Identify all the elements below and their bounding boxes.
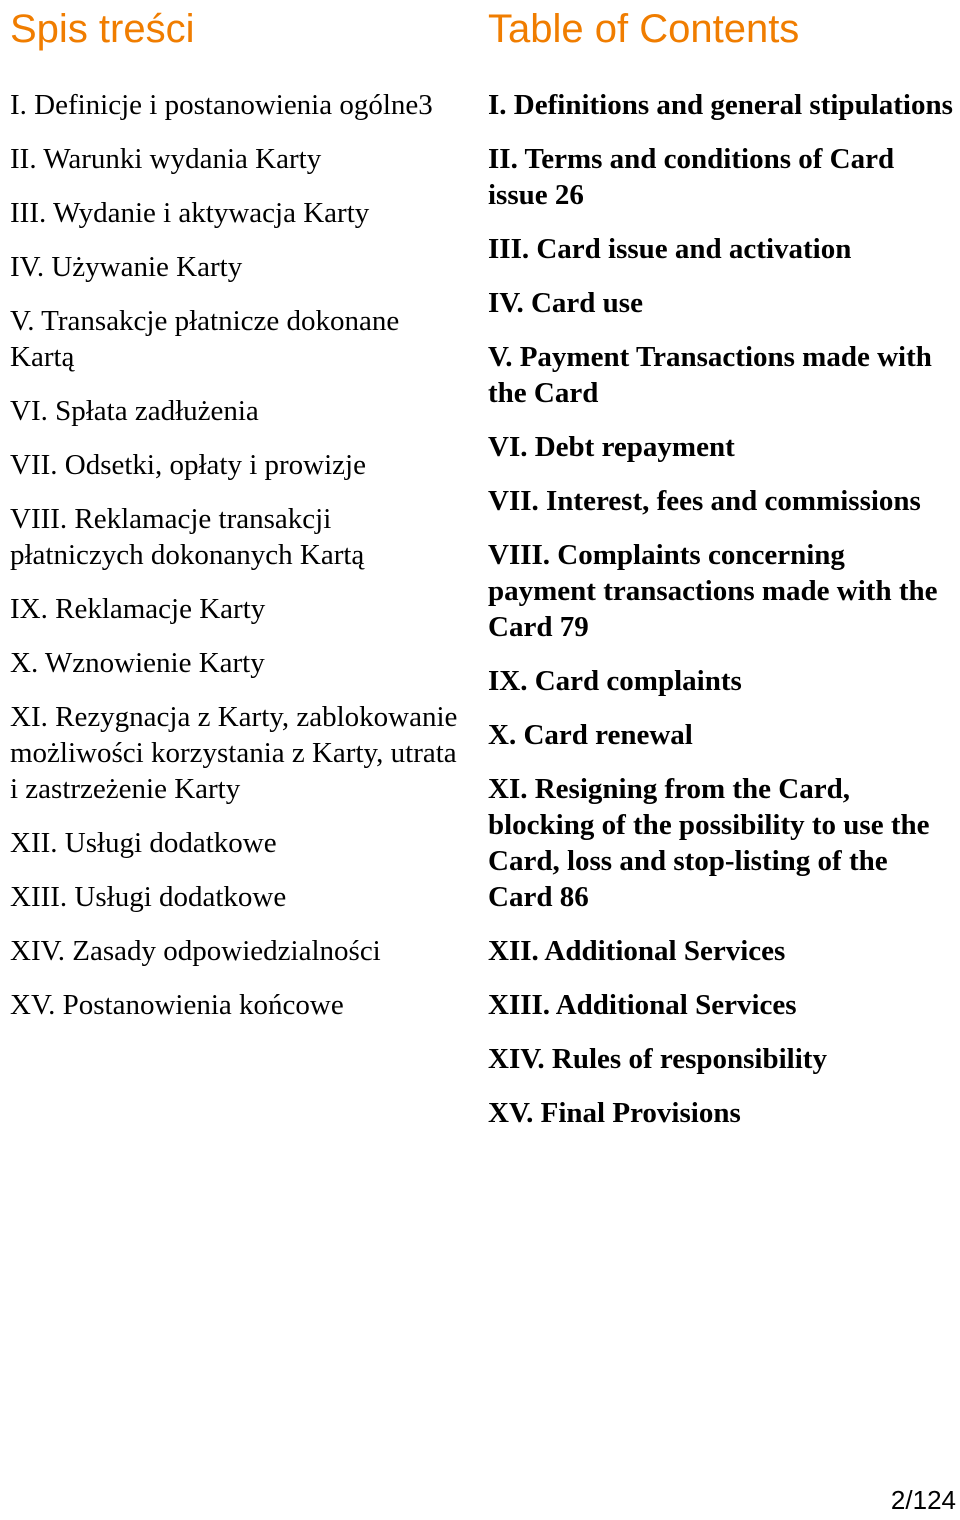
toc-polish-item: XV. Postanowienia końcowe: [10, 989, 344, 1021]
toc-polish-item: VIII. Reklamacje transakcji płatniczych dokonanych Kartą: [10, 503, 365, 571]
toc-english-item: XV. Final Provisions: [488, 1097, 741, 1129]
toc-polish-column: [10, 0, 460, 1041]
toc-english-item: VI. Debt repayment: [488, 431, 735, 463]
toc-english-list: [488, 87, 956, 1131]
toc-english-item: II. Terms and conditions of Card issue 26: [488, 143, 895, 211]
toc-polish-item: II. Warunki wydania Karty: [10, 143, 322, 175]
toc-english-item: III. Card issue and activation: [488, 233, 852, 265]
page-number: 2/124: [890, 1485, 956, 1515]
toc-polish-item: XIV. Zasady odpowiedzialności: [10, 935, 381, 967]
toc-polish-item: V. Transakcje płatnicze dokonane Kartą: [10, 305, 400, 373]
toc-polish-item: X. Wznowienie Karty: [10, 647, 265, 679]
toc-english-item: VII. Interest, fees and commissions: [488, 485, 921, 517]
toc-polish-item: VI. Spłata zadłużenia: [10, 395, 259, 427]
toc-polish-item: XI. Rezygnacja z Karty, zablokowanie możliwości korzystania z Karty, utrata i zastrzeżenie Karty: [10, 701, 458, 805]
toc-polish-item: IX. Reklamacje Karty: [10, 593, 266, 625]
toc-polish-item: XIII. Usługi dodatkowe: [10, 881, 287, 913]
toc-english-item: X. Card renewal: [488, 719, 693, 751]
toc-english-item: XII. Additional Services: [488, 935, 786, 967]
toc-english-column: [488, 0, 956, 1149]
toc-english-item: XI. Resigning from the Card, blocking of the possibility to use the Card, loss and stop-listing of the Card 86: [488, 773, 930, 913]
toc-english-title: Table of Contents: [488, 7, 800, 51]
toc-english-item: XIII. Additional Services: [488, 989, 797, 1021]
toc-english-item: V. Payment Transactions made with the Card: [488, 341, 932, 409]
toc-polish-item: I. Definicje i postanowienia ogólne3: [10, 89, 433, 121]
toc-polish-item: VII. Odsetki, opłaty i prowizje: [10, 449, 366, 481]
toc-english-item: VIII. Complaints concerning payment transactions made with the Card 79: [488, 539, 938, 643]
toc-english-item: IX. Card complaints: [488, 665, 742, 697]
toc-polish-item: IV. Używanie Karty: [10, 251, 243, 283]
toc-polish-item: XII. Usługi dodatkowe: [10, 827, 277, 859]
toc-english-item: IV. Card use: [488, 287, 643, 319]
toc-polish-item: III. Wydanie i aktywacja Karty: [10, 197, 370, 229]
toc-english-item: XIV. Rules of responsibility: [488, 1043, 827, 1075]
toc-english-item: I. Definitions and general stipulations: [488, 89, 953, 121]
toc-polish-list: [10, 87, 460, 1023]
toc-polish-title: Spis treści: [10, 7, 195, 51]
